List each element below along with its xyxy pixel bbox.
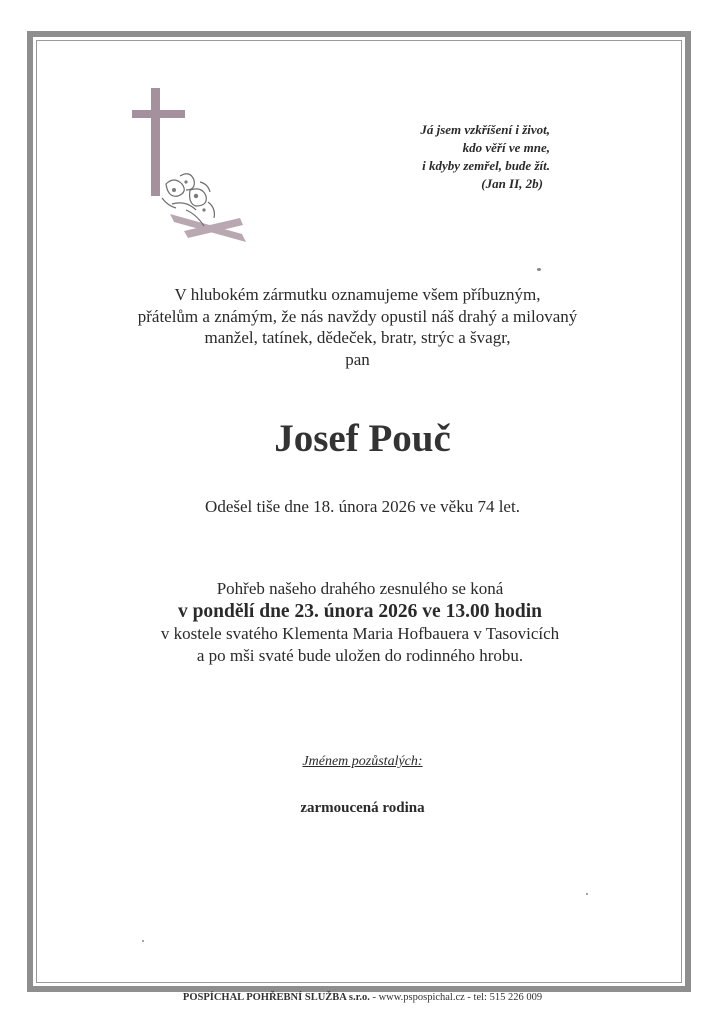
footer-company: POSPÍCHAL POHŘEBNÍ SLUŽBA s.r.o. bbox=[182, 992, 370, 1003]
signoff-family: zarmoucená rodina bbox=[300, 800, 425, 816]
scan-speck bbox=[537, 268, 541, 271]
funeral-place: v kostele svatého Klementa Maria Hofbauera v Tasovicích bbox=[160, 624, 560, 643]
scan-speck bbox=[586, 893, 588, 895]
quote-reference: (Jan II, 2b) bbox=[481, 176, 543, 191]
funeral-date-time: v pondělí dne 23. února 2026 ve 13.00 hodin bbox=[177, 601, 543, 622]
funeral-details bbox=[60, 578, 660, 667]
deceased-name: Josef Pouč bbox=[274, 417, 451, 460]
funeral-intro: Pohřeb našeho drahého zesnulého se koná bbox=[216, 579, 504, 598]
passing-date: Odešel tiše dne 18. února 2026 ve věku 74 let. bbox=[205, 497, 520, 516]
scan-speck bbox=[142, 940, 144, 942]
intro-line: V hlubokém zármutku oznamujeme všem příbuzným, bbox=[174, 285, 541, 304]
cross-with-flowers-icon bbox=[130, 86, 252, 248]
announcement-intro bbox=[60, 284, 655, 370]
signoff-label: Jménem pozůstalých: bbox=[302, 754, 423, 769]
quote-line: Já jsem vzkříšení i život, bbox=[420, 122, 550, 137]
intro-line: manžel, tatínek, dědeček, bratr, strýc a švagr, bbox=[204, 328, 511, 347]
footer bbox=[0, 991, 725, 1005]
intro-line: přátelům a známým, že nás navždy opustil náš drahý a milovaný bbox=[137, 306, 578, 326]
funeral-burial: a po mši svaté bude uložen do rodinného hrobu. bbox=[196, 646, 524, 665]
scripture-quote bbox=[360, 121, 550, 193]
intro-line: pan bbox=[345, 349, 370, 369]
quote-line: i kdyby zemřel, bude žít. bbox=[422, 158, 550, 173]
footer-contact: - www.pspospichal.cz - tel: 515 226 009 bbox=[369, 992, 543, 1003]
quote-line: kdo věří ve mne, bbox=[462, 140, 550, 155]
